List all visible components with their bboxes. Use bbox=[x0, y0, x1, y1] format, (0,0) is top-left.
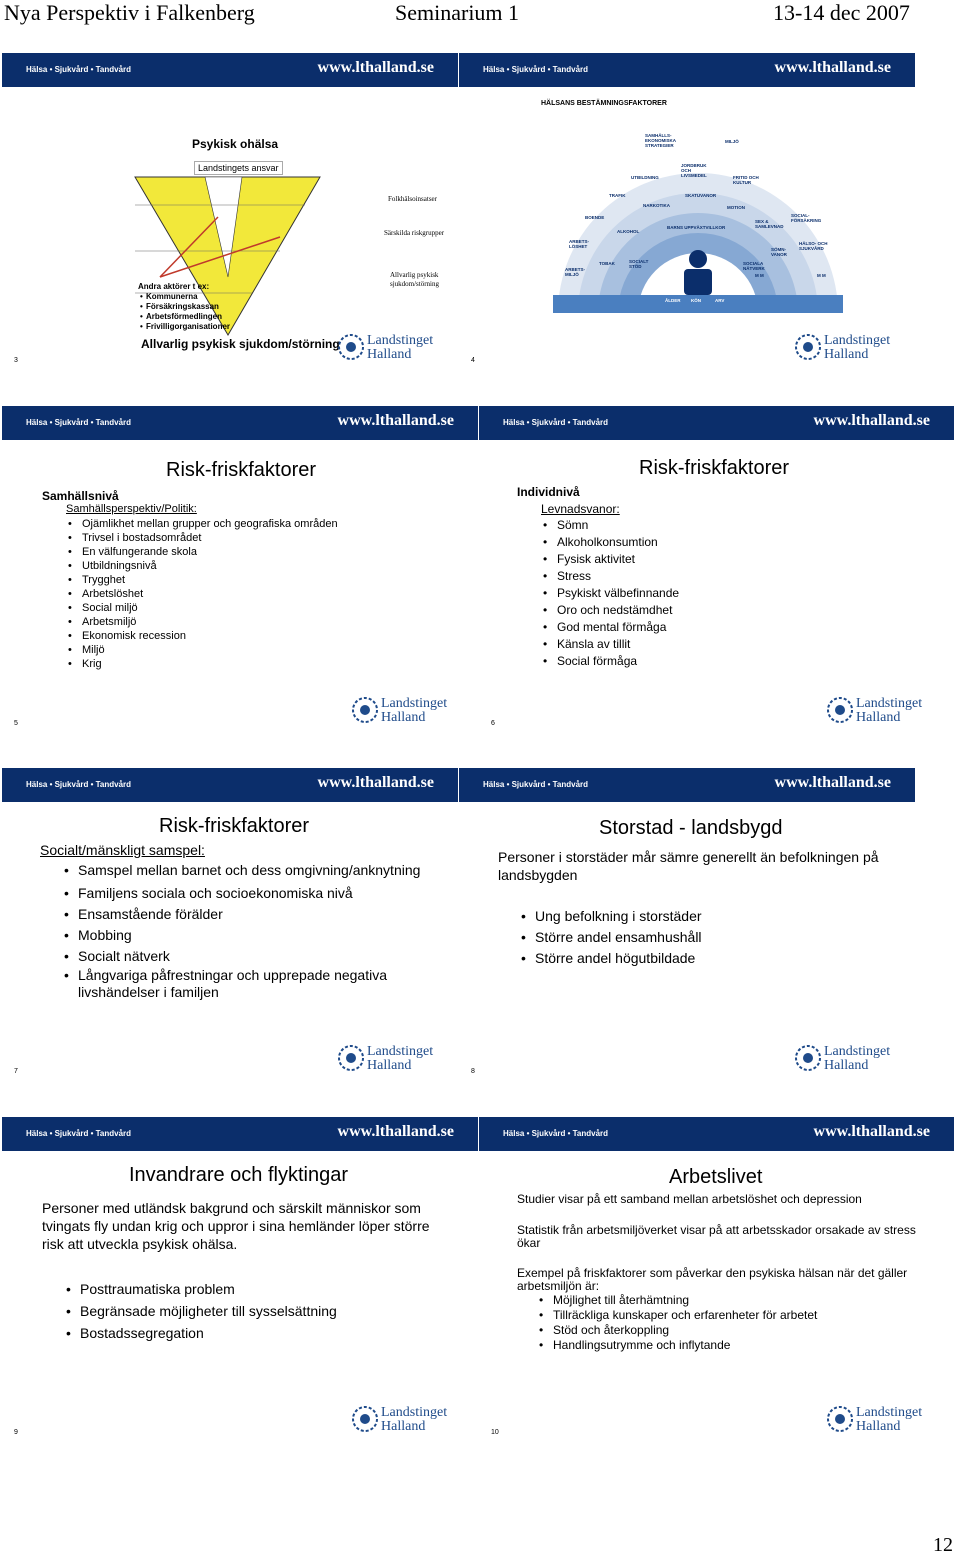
logo-text-1: Landstinget bbox=[824, 1044, 891, 1059]
slide-3 bbox=[2, 53, 458, 367]
wheel-label: SAMHÄLLS-EKONOMISKA STRATEGIER bbox=[645, 133, 676, 148]
sub-heading: Socialt/mänskligt samspel: bbox=[40, 842, 205, 858]
list-item: • Mobbing bbox=[62, 925, 422, 946]
wheel-label: M M bbox=[817, 273, 826, 278]
slide-title: HÄLSANS BESTÄMNINGSFAKTORER bbox=[541, 100, 667, 107]
wheel-label: HÄLSO- OCH SJUKVÅRD bbox=[799, 241, 828, 251]
tagline: Hälsa • Sjukvård • Tandvård bbox=[503, 418, 609, 427]
list-item: • Begränsade möjligheter till sysselsättning bbox=[64, 1300, 337, 1322]
slide-title: Storstad - landsbygd bbox=[599, 817, 783, 839]
site-url[interactable]: www.lthalland.se bbox=[813, 412, 930, 429]
factor-list bbox=[519, 906, 702, 969]
list-item: • Ojämlikhet mellan grupper och geografiska områden bbox=[66, 517, 338, 531]
wreath-icon bbox=[338, 334, 364, 360]
list-item: • Utbildningsnivå bbox=[66, 559, 338, 573]
wheel-label: TOBAK bbox=[599, 261, 615, 266]
tagline: Hälsa • Sjukvård • Tandvård bbox=[483, 780, 589, 789]
paragraph-3: Exempel på friskfaktorer som påverkar den psykiska hälsan när det gäller arbetsmiljön är: bbox=[517, 1266, 908, 1293]
sub-heading: Samhällsperspektiv/Politik: bbox=[66, 503, 197, 515]
factor-list bbox=[541, 517, 679, 670]
logo-text-1: Landstinget bbox=[367, 1044, 434, 1059]
list-item: • Långvariga påfrestningar och upprepade negativa livshändelser i familjen bbox=[62, 967, 422, 1001]
list-item: • Social miljö bbox=[66, 601, 338, 615]
actor-item: • Arbetsförmedlingen bbox=[138, 312, 230, 322]
wreath-icon bbox=[827, 1406, 853, 1432]
wreath-icon bbox=[338, 1045, 364, 1071]
list-item: • Miljö bbox=[66, 643, 338, 657]
logo-text-1: Landstinget bbox=[367, 333, 434, 348]
list-item: • Större andel ensamhushåll bbox=[519, 927, 702, 948]
list-item: • Handlingsutrymme och inflytande bbox=[537, 1338, 817, 1353]
logo-text-2: Halland bbox=[367, 347, 412, 362]
landstinget-logo bbox=[338, 333, 442, 363]
list-item: • Trivsel i bostadsområdet bbox=[66, 531, 338, 545]
list-item: • Social förmåga bbox=[541, 653, 679, 670]
pyramid-footer-label: Allvarlig psykisk sjukdom/störning bbox=[141, 337, 340, 351]
slide-number: 6 bbox=[491, 720, 495, 727]
logo-text-2: Halland bbox=[856, 710, 901, 725]
level-heading: Individnivå bbox=[517, 485, 580, 499]
factor-list bbox=[537, 1293, 817, 1353]
logo-text-2: Halland bbox=[824, 347, 869, 362]
landstinget-logo bbox=[352, 696, 456, 726]
list-item: • Större andel högutbildade bbox=[519, 948, 702, 969]
list-item: • Socialt nätverk bbox=[62, 946, 422, 967]
wheel-label: UTBILDNING bbox=[631, 175, 659, 180]
wheel-label: TRAFIK bbox=[609, 193, 626, 198]
logo-text-1: Landstinget bbox=[856, 1405, 923, 1420]
slide-header-bar bbox=[479, 1117, 954, 1151]
actors-heading: Andra aktörer t ex: bbox=[138, 282, 210, 291]
sub-heading: Levnadsvanor: bbox=[541, 502, 620, 516]
list-item: • Bostadssegregation bbox=[64, 1322, 337, 1344]
logo-text-2: Halland bbox=[367, 1058, 412, 1073]
wheel-label: MILJÖ bbox=[725, 139, 739, 144]
list-item: • Stress bbox=[541, 568, 679, 585]
site-url[interactable]: www.lthalland.se bbox=[813, 1123, 930, 1140]
wheel-label: ÅLDER bbox=[665, 298, 681, 303]
slide-9 bbox=[2, 1117, 478, 1450]
slide-title: Arbetslivet bbox=[669, 1166, 763, 1188]
tagline: Hälsa • Sjukvård • Tandvård bbox=[483, 65, 589, 74]
intro-text: Personer med utländsk bakgrund och särskilt människor som tvingats fly undan krig och uppror i sina hemländer löper större risk att utveckla psykisk ohälsa. bbox=[42, 1200, 430, 1252]
landstinget-logo bbox=[827, 696, 931, 726]
landstinget-logo bbox=[795, 333, 899, 363]
list-item: • Möjlighet till återhämtning bbox=[537, 1293, 817, 1308]
factor-list bbox=[66, 517, 338, 671]
slide-title: Risk-friskfaktorer bbox=[639, 457, 790, 479]
responsibility-banner: Landstingets ansvar bbox=[194, 161, 283, 175]
logo-text-2: Halland bbox=[381, 710, 426, 725]
landstinget-logo bbox=[827, 1405, 931, 1435]
paragraph-1: Studier visar på ett samband mellan arbetslöshet och depression bbox=[517, 1192, 862, 1206]
wheel-label: SEX & SAMLEVNAD bbox=[755, 219, 784, 229]
slide-10 bbox=[479, 1117, 954, 1450]
logo-text-2: Halland bbox=[824, 1058, 869, 1073]
list-item: • Ung befolkning i storstäder bbox=[519, 906, 702, 927]
tagline: Hälsa • Sjukvård • Tandvård bbox=[26, 780, 132, 789]
slide-title: Psykisk ohälsa bbox=[192, 137, 279, 151]
list-item: • Arbetsmiljö bbox=[66, 615, 338, 629]
wreath-icon bbox=[352, 1406, 378, 1432]
slide-header-bar bbox=[2, 406, 478, 440]
list-item: • Sömn bbox=[541, 517, 679, 534]
wheel-labels bbox=[459, 53, 915, 367]
wheel-label: SOCIAL-FÖRSÄKRING bbox=[791, 213, 822, 223]
header-course: Nya Perspektiv i Falkenberg bbox=[4, 0, 255, 25]
list-item: • En välfungerande skola bbox=[66, 545, 338, 559]
slide-number: 10 bbox=[491, 1429, 499, 1436]
wheel-label: ARV bbox=[715, 298, 725, 303]
slide-7 bbox=[2, 768, 458, 1082]
page-number: 12 bbox=[933, 1534, 953, 1556]
wheel-label: ARBETS-MILJÖ bbox=[565, 267, 585, 277]
list-item: • Familjens sociala och socioekonomiska nivå bbox=[62, 883, 422, 904]
landstinget-logo bbox=[338, 1044, 442, 1074]
wheel-label: FRITID OCH KULTUR bbox=[733, 175, 759, 185]
wheel-label: MOTION bbox=[727, 205, 745, 210]
slide-4 bbox=[459, 53, 915, 367]
paragraph-2: Statistik från arbetsmiljöverket visar på att arbetsskador orsakade av stress ökar bbox=[517, 1223, 916, 1250]
site-url[interactable]: www.lthalland.se bbox=[317, 774, 434, 791]
factor-list bbox=[64, 1278, 337, 1344]
list-item: • Stöd och återkoppling bbox=[537, 1323, 817, 1338]
list-item: • Psykiskt välbefinnande bbox=[541, 585, 679, 602]
wheel-label: SOCIALA NÄTVERK bbox=[743, 261, 765, 271]
slide-title: Risk-friskfaktorer bbox=[159, 815, 310, 837]
list-item: • Tillräckliga kunskaper och erfarenheter för arbetet bbox=[537, 1308, 817, 1323]
slide-number: 7 bbox=[14, 1068, 18, 1075]
slide-8 bbox=[459, 768, 915, 1082]
list-item: • God mental förmåga bbox=[541, 619, 679, 636]
wheel-label: NARKOTIKA bbox=[643, 203, 670, 208]
site-url[interactable]: www.lthalland.se bbox=[337, 412, 454, 429]
wheel-label: JORDBRUK OCH LIVSMEDEL bbox=[681, 163, 707, 178]
list-item: • Trygghet bbox=[66, 573, 338, 587]
actors-box bbox=[138, 282, 230, 332]
slide-6 bbox=[479, 406, 954, 739]
wheel-label: M M bbox=[755, 273, 764, 278]
wheel-label: SKATUVANOR bbox=[685, 193, 717, 198]
wheel-label: ALKOHOL bbox=[617, 229, 640, 234]
wreath-icon bbox=[795, 1045, 821, 1071]
slide-header-bar bbox=[2, 1117, 478, 1151]
logo-text-1: Landstinget bbox=[381, 1405, 448, 1420]
wheel-label: BOENDE bbox=[585, 215, 605, 220]
slide-title: Risk-friskfaktorer bbox=[166, 459, 317, 481]
list-item: • Känsla av tillit bbox=[541, 636, 679, 653]
wheel-label: SOCIALT STÖD bbox=[629, 259, 649, 269]
slide-header-bar bbox=[2, 768, 458, 802]
logo-text-1: Landstinget bbox=[856, 696, 923, 711]
tagline: Hälsa • Sjukvård • Tandvård bbox=[26, 65, 132, 74]
list-item: • Oro och nedstämdhet bbox=[541, 602, 679, 619]
slide-5 bbox=[2, 406, 478, 739]
logo-text-2: Halland bbox=[381, 1419, 426, 1434]
header-seminar: Seminarium 1 bbox=[395, 0, 520, 25]
tagline: Hälsa • Sjukvård • Tandvård bbox=[503, 1129, 609, 1138]
list-item: • Posttraumatiska problem bbox=[64, 1278, 337, 1300]
factor-list bbox=[62, 862, 422, 1001]
level-label-3: Allvarlig psykisk sjukdom/störning bbox=[390, 271, 440, 288]
list-item: • Ekonomisk recession bbox=[66, 629, 338, 643]
landstinget-logo bbox=[795, 1044, 899, 1074]
intro-text: Personer i storstäder mår sämre generellt än befolkningen på landsbygden bbox=[498, 849, 879, 883]
tagline: Hälsa • Sjukvård • Tandvård bbox=[26, 1129, 132, 1138]
slide-header-bar bbox=[2, 53, 458, 87]
slide-header-bar bbox=[459, 768, 915, 802]
list-item: • Arbetslöshet bbox=[66, 587, 338, 601]
wheel-label: ARBETS-LÖSHET bbox=[569, 239, 589, 249]
wreath-icon bbox=[795, 334, 821, 360]
wreath-icon bbox=[827, 697, 853, 723]
tagline: Hälsa • Sjukvård • Tandvård bbox=[26, 418, 132, 427]
list-item: • Fysisk aktivitet bbox=[541, 551, 679, 568]
slide-number: 4 bbox=[471, 357, 475, 364]
site-url[interactable]: www.lthalland.se bbox=[774, 59, 891, 76]
landstinget-logo bbox=[352, 1405, 456, 1435]
wheel-label: SÖMN-VANOR bbox=[771, 247, 787, 257]
slide-number: 8 bbox=[471, 1068, 475, 1075]
slide-header-bar bbox=[479, 406, 954, 440]
slide-number: 3 bbox=[14, 357, 18, 364]
site-url[interactable]: www.lthalland.se bbox=[774, 774, 891, 791]
logo-text-1: Landstinget bbox=[824, 333, 891, 348]
actor-item: • Frivilligorganisationer bbox=[138, 322, 230, 332]
list-item: • Alkoholkonsumtion bbox=[541, 534, 679, 551]
site-url[interactable]: www.lthalland.se bbox=[337, 1123, 454, 1140]
wheel-label: BARNS UPPVÄXTVILLKOR bbox=[667, 225, 726, 230]
logo-text-1: Landstinget bbox=[381, 696, 448, 711]
site-url[interactable]: www.lthalland.se bbox=[317, 59, 434, 76]
actor-item: • Försäkringskassan bbox=[138, 302, 230, 312]
list-item: • Ensamstående förälder bbox=[62, 904, 422, 925]
list-item: • Samspel mellan barnet och dess omgivning/anknytning bbox=[62, 862, 422, 883]
header-date: 13-14 dec 2007 bbox=[773, 0, 910, 25]
level-label-2: Särskilda riskgrupper bbox=[384, 229, 445, 237]
level-label-1: Folkhälsoinsatser bbox=[388, 195, 437, 203]
slide-number: 9 bbox=[14, 1429, 18, 1436]
wheel-label: KÖN bbox=[691, 298, 701, 303]
list-item: • Krig bbox=[66, 657, 338, 671]
actor-item: • Kommunerna bbox=[138, 292, 230, 302]
logo-text-2: Halland bbox=[856, 1419, 901, 1434]
level-heading: Samhällsnivå bbox=[42, 489, 119, 503]
slide-number: 5 bbox=[14, 720, 18, 727]
wreath-icon bbox=[352, 697, 378, 723]
slide-title: Invandrare och flyktingar bbox=[129, 1164, 349, 1186]
